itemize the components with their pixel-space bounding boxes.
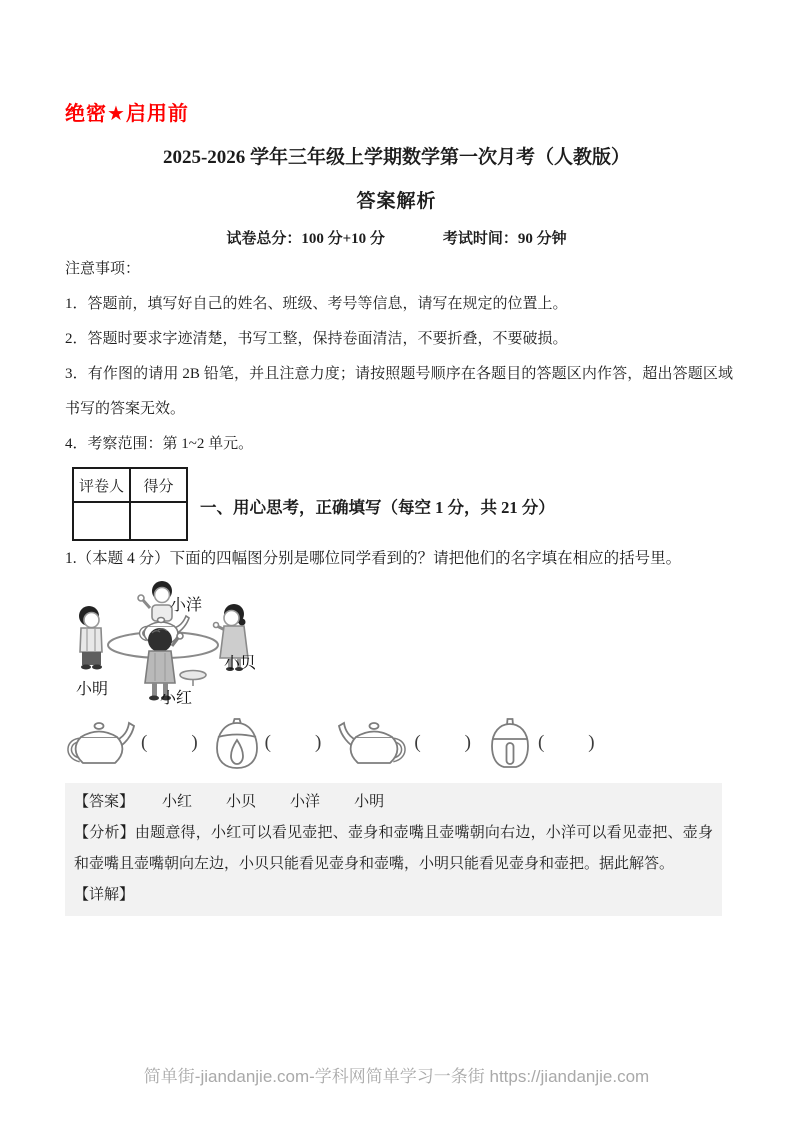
- teapot-option-2: [214, 715, 322, 771]
- grader-table-header-reviewer: 评卷人: [73, 468, 130, 502]
- notice-item: 4．考察范围：第 1~2 单元。: [65, 436, 254, 452]
- answer-value: 小贝: [226, 794, 257, 810]
- classification-banner: 绝密★启用前: [65, 103, 189, 125]
- teapot-option-4: [487, 715, 595, 771]
- question-1-figure: [60, 578, 272, 718]
- grader-score-table: [72, 467, 188, 541]
- notice-heading: 注意事项：: [65, 261, 141, 277]
- kid-label-bottom: 小红: [160, 690, 193, 707]
- answer-paren-close: ): [464, 732, 471, 753]
- teapot-option-3: [337, 714, 471, 772]
- grader-table-cell-reviewer: [73, 502, 130, 540]
- detail-label: 【详解】: [74, 887, 135, 903]
- analysis-paragraph: [74, 818, 713, 880]
- answer-paren-open: (: [264, 732, 271, 753]
- notice-item: 1．答题前，填写好自己的姓名、班级、考号等信息，请写在规定的位置上。: [65, 296, 568, 312]
- answer-value: 小洋: [290, 794, 321, 810]
- teapot-front-spout-away-icon: [487, 715, 533, 771]
- notice-section: [65, 252, 733, 462]
- kid-label-right: 小贝: [224, 655, 257, 672]
- answer-paren-open: (: [141, 732, 148, 753]
- teapot-front-handle-icon: [214, 715, 260, 771]
- total-score-text: 试卷总分：100 分+10 分: [226, 231, 385, 247]
- stool: [180, 671, 206, 687]
- exam-meta: [0, 227, 793, 248]
- analysis-label: 【分析】: [74, 825, 135, 841]
- kid-left-boy: [79, 606, 102, 670]
- answer-explanation-block: [65, 783, 722, 916]
- answer-paren-close: ): [191, 732, 198, 753]
- section-1-heading: 一、用心思考，正确填写（每空 1 分，共 21 分）: [200, 498, 555, 517]
- answer-line: [74, 787, 713, 818]
- answer-paren-open: (: [537, 732, 545, 753]
- answer-value: 小明: [354, 794, 385, 810]
- teapot-side-spout-right-icon: [64, 714, 136, 772]
- grader-table-cell-score: [130, 502, 187, 540]
- page-title: 2025-2026 学年三年级上学期数学第一次月考（人教版）: [162, 147, 631, 168]
- question-1-text: 1.（本题 4 分）下面的四幅图分别是哪位同学看到的？请把他们的名字填在相应的括号里。: [65, 550, 682, 567]
- analysis-text: 由题意得，小红可以看见壶把、壶身和壶嘴且壶嘴朝向右边，小洋可以看见壶把、壶身和壶嘴且壶嘴朝向左边，小贝只能看见壶身和壶嘴，小明只能看见壶身和壶把。据此解答。: [74, 825, 713, 872]
- kid-label-left: 小明: [76, 681, 109, 698]
- kid-label-top: 小洋: [170, 597, 203, 614]
- answer-value: 小红: [162, 794, 193, 810]
- answer-label: 【答案】: [74, 794, 135, 810]
- answer-paren-close: ): [314, 732, 322, 753]
- exam-time-text: 考试时间：90 分钟: [442, 231, 567, 247]
- teapot-side-spout-left-icon: [337, 714, 409, 772]
- answer-paren-close: ): [588, 732, 595, 753]
- kid-top-boy: [138, 581, 172, 621]
- grader-table-header-score: 得分: [130, 468, 187, 502]
- site-footer-watermark: 简单街-jiandanjie.com-学科网简单学习一条街 https://jiandanjie.com: [143, 1067, 650, 1086]
- teapot-option-1: [64, 714, 198, 772]
- answer-paren-open: (: [414, 732, 421, 753]
- notice-item: 3．有作图的请用 2B 铅笔，并且注意力度；请按照题号顺序在各题目的答题区内作答，超出答题区域书写的答案无效。: [65, 366, 733, 417]
- teapot-answer-row: [64, 714, 611, 772]
- notice-item: 2．答题时要求字迹清楚，书写工整，保持卷面清洁，不要折叠，不要破损。: [65, 331, 568, 347]
- page-subtitle: 答案解析: [356, 191, 437, 212]
